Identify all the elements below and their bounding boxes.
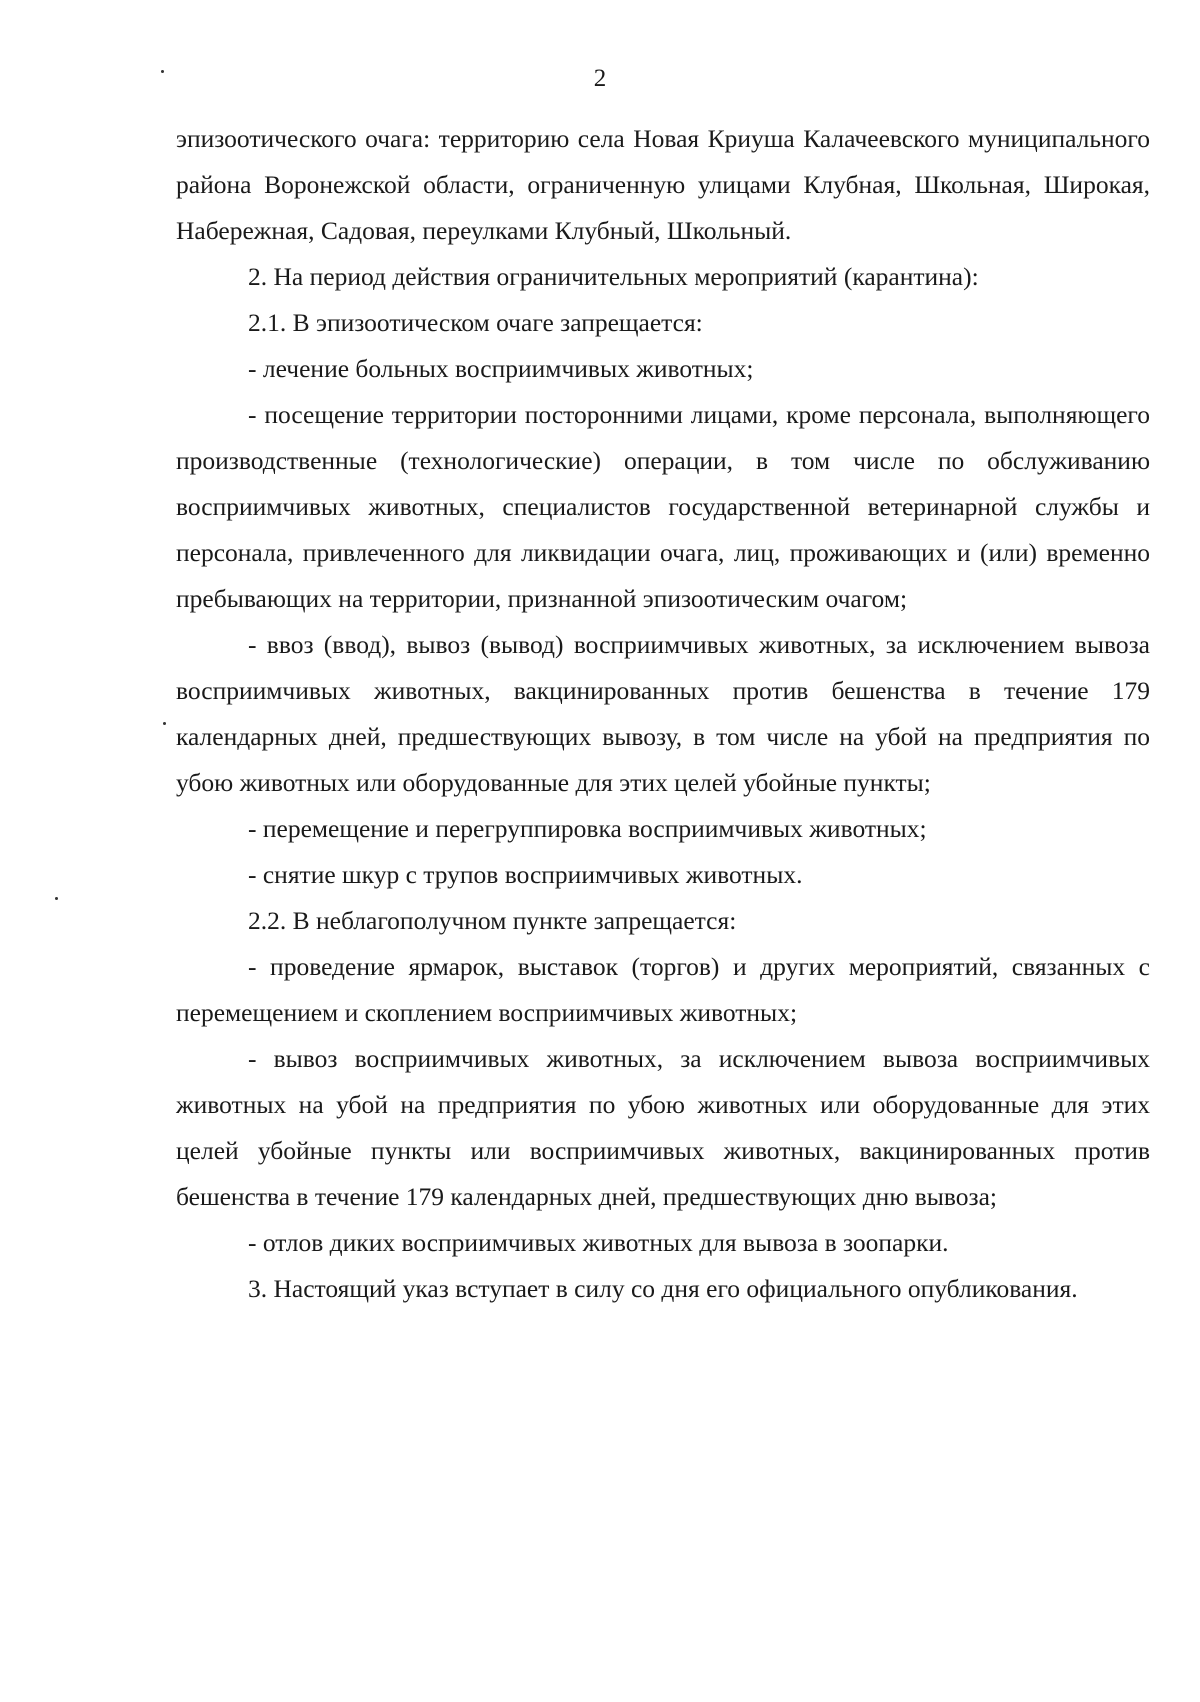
paragraph-outbreak-territory: эпизоотического очага: территорию села Новая Криуша Калачеевского муниципального района Воронежской области, ограниченную улицами Клубная, Школьная, Широкая, Набережная, Садовая, переулками Клубный, Школьный. [176, 124, 1150, 245]
list-item-movement-ban: - перемещение и перегруппировка восприимчивых животных; [248, 814, 927, 843]
scan-speck [163, 722, 166, 725]
list-item-export-ban: - вывоз восприимчивых животных, за исключением вывоза восприимчивых животных на убой на предприятия по убою животных или оборудованные для этих целей убойные пункты или восприимчивых животных, вакцинированных против бешенства в течение 179 календарных дней, предшествующих дню вывоза; [176, 1044, 1150, 1211]
list-item-trapping-ban: - отлов диких восприимчивых животных для вывоза в зоопарки. [248, 1228, 949, 1257]
list-item-treatment-ban: - лечение больных восприимчивых животных; [248, 354, 754, 383]
list-item-skinning-ban: - снятие шкур с трупов восприимчивых животных. [248, 860, 803, 889]
scan-speck [161, 70, 164, 73]
list-item-visit-ban: - посещение территории посторонними лицами, кроме персонала, выполняющего производственные (технологические) операции, в том числе по обслуживанию восприимчивых животных, специалистов государственной ветеринарной службы и персонала, привлеченного для ликвидации очага, лиц, проживающих и (или) временно пребывающих на территории, признанной эпизоотическим очагом; [176, 400, 1150, 613]
paragraph-section-2: 2. На период действия ограничительных мероприятий (карантина): [248, 262, 979, 291]
list-item-fairs-ban: - проведение ярмарок, выставок (торгов) и других мероприятий, связанных с перемещением и скоплением восприимчивых животных; [176, 952, 1150, 1027]
list-item-import-export-ban: - ввоз (ввод), вывоз (вывод) восприимчивых животных, за исключением вывоза восприимчивых животных, вакцинированных против бешенства в течение 179 календарных дней, предшествующих вывозу, в том числе на убой на предприятия по убою животных или оборудованные для этих целей убойные пункты; [176, 630, 1150, 797]
document-body [176, 116, 1150, 1312]
page-number: 2 [593, 65, 607, 92]
paragraph-section-2-1: 2.1. В эпизоотическом очаге запрещается: [248, 308, 703, 337]
paragraph-section-2-2: 2.2. В неблагополучном пункте запрещается: [248, 906, 737, 935]
paragraph-section-3: 3. Настоящий указ вступает в силу со дня его официального опубликования. [248, 1274, 1078, 1303]
scan-speck [55, 897, 58, 900]
